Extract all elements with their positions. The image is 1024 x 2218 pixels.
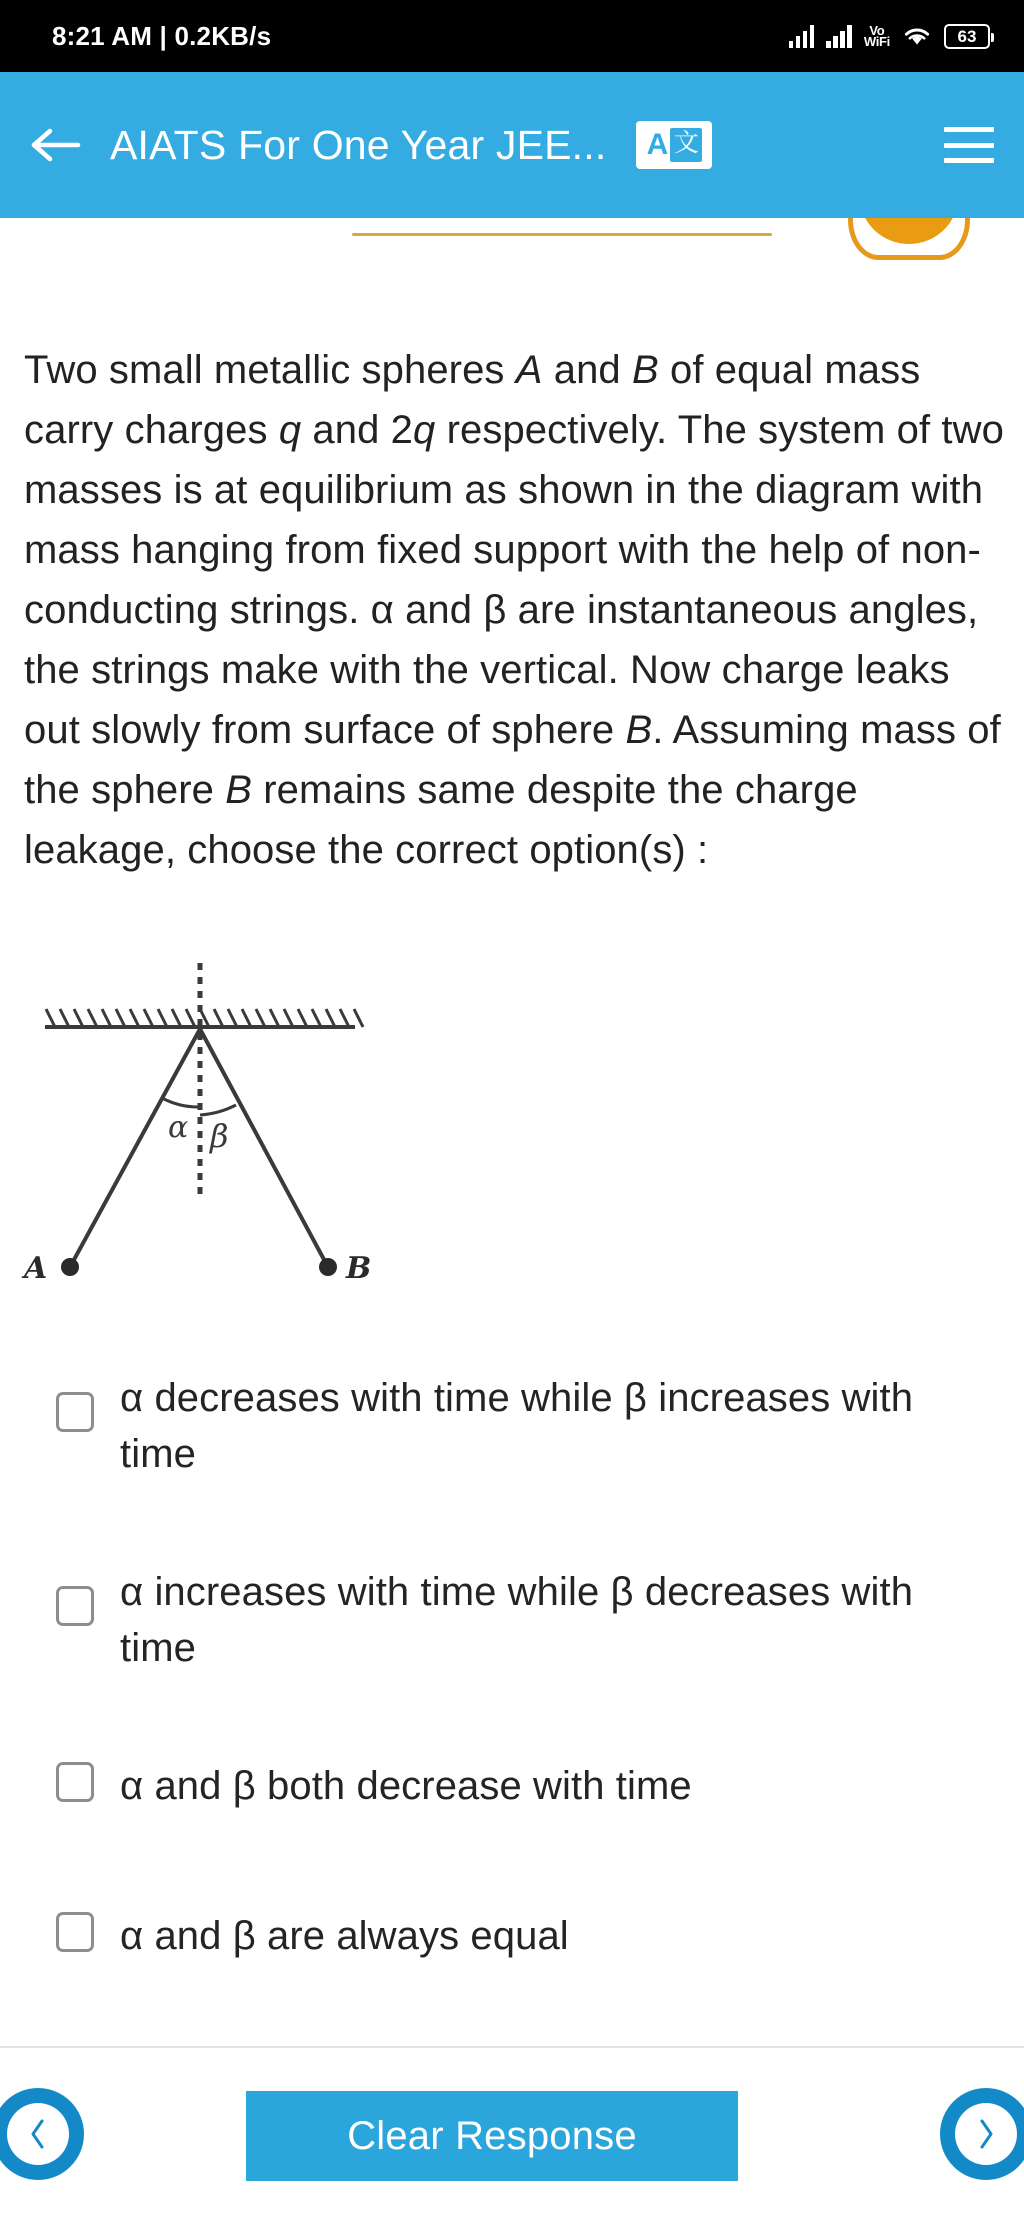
translate-icon[interactable] (636, 121, 712, 169)
wifi-icon (902, 24, 932, 48)
volte-wifi-icon (863, 22, 890, 49)
chevron-left-icon (27, 2118, 49, 2150)
battery-level: 63 (957, 26, 977, 46)
q-sym-b2: B (625, 708, 653, 752)
next-question-button[interactable] (940, 2088, 1024, 2180)
q-seg-7: remains same despite the charge leakage, choose the correct option(s) : (24, 768, 858, 872)
angle-label-alpha: α (168, 1110, 189, 1145)
option-label-4: α and β are always equal (120, 1914, 569, 1958)
option-label-3: α and β both decrease with time (120, 1764, 692, 1808)
scrolled-content-stub (0, 218, 1024, 268)
option-label-2: α increases with time while β decreases with time (120, 1570, 914, 1670)
bottom-navigation-bar (0, 2046, 1024, 2218)
app-header (0, 72, 1024, 218)
option-row-1[interactable] (0, 1370, 1024, 1502)
option-checkbox-1[interactable] (56, 1392, 94, 1432)
volte-line-1: Vo (869, 22, 885, 38)
battery-icon (944, 24, 990, 49)
q-sym-b3: B (225, 768, 253, 812)
sphere-label-b: B (346, 1251, 372, 1285)
answer-options-list (0, 1370, 1024, 2058)
next-button-inner (955, 2103, 1017, 2165)
option-label-1: α decreases with time while β increases with time (120, 1376, 914, 1476)
angle-label-beta: β (210, 1117, 229, 1155)
previous-question-button[interactable] (0, 2088, 84, 2180)
back-arrow-icon[interactable] (28, 123, 82, 167)
page-title: AIATS For One Year JEE... (110, 121, 607, 168)
hanging-spheres-diagram (10, 955, 410, 1285)
q-seg-2: and (542, 348, 632, 392)
sphere-label-a: A (24, 1251, 48, 1285)
q-sym-b: B (632, 348, 659, 392)
status-indicators (789, 24, 990, 49)
option-checkbox-4[interactable] (56, 1912, 94, 1952)
option-row-4[interactable] (0, 1908, 1024, 1980)
translate-latin-glyph: A (646, 128, 669, 161)
stub-underline (352, 233, 772, 236)
question-statement (24, 340, 1004, 880)
option-checkbox-2[interactable] (56, 1586, 94, 1626)
sphere-a (61, 1258, 79, 1276)
hamburger-menu-icon[interactable] (944, 127, 994, 163)
q-sym-q2: q (413, 408, 436, 452)
option-row-3[interactable] (0, 1758, 1024, 1830)
q-sym-q: q (278, 408, 302, 452)
status-bar (0, 0, 1024, 72)
q-seg-6: . Assuming mass of the sphere (24, 708, 1001, 812)
clear-response-button[interactable]: Clear Response (246, 2091, 738, 2181)
q-sym-a: A (515, 348, 543, 392)
chevron-right-icon (975, 2118, 997, 2150)
volte-line-2: WiFi (863, 34, 890, 49)
previous-button-inner (7, 2103, 69, 2165)
option-row-2[interactable] (0, 1564, 1024, 1696)
q-seg-5: respectively. The system of two masses is at equilibrium as shown in the diagram with mass hanging from fixed support with the help of non-conducting strings. α and β are instantaneous angles, the strings make with the vertical. Now charge leaks out slowly from surface of sphere (24, 408, 1004, 752)
signal-bars-icon-1 (789, 24, 815, 48)
status-time-and-speed: 8:21 AM | 0.2KB/s (52, 20, 272, 51)
option-checkbox-3[interactable] (56, 1762, 94, 1802)
q-seg-1: Two small metallic spheres (24, 348, 516, 392)
signal-bars-icon-2 (826, 24, 852, 48)
sphere-b (319, 1258, 337, 1276)
q-seg-4: and 2 (301, 408, 413, 452)
q-seg-3: of equal mass carry charges (24, 348, 921, 452)
translate-cjk-glyph: 文 (670, 128, 702, 162)
